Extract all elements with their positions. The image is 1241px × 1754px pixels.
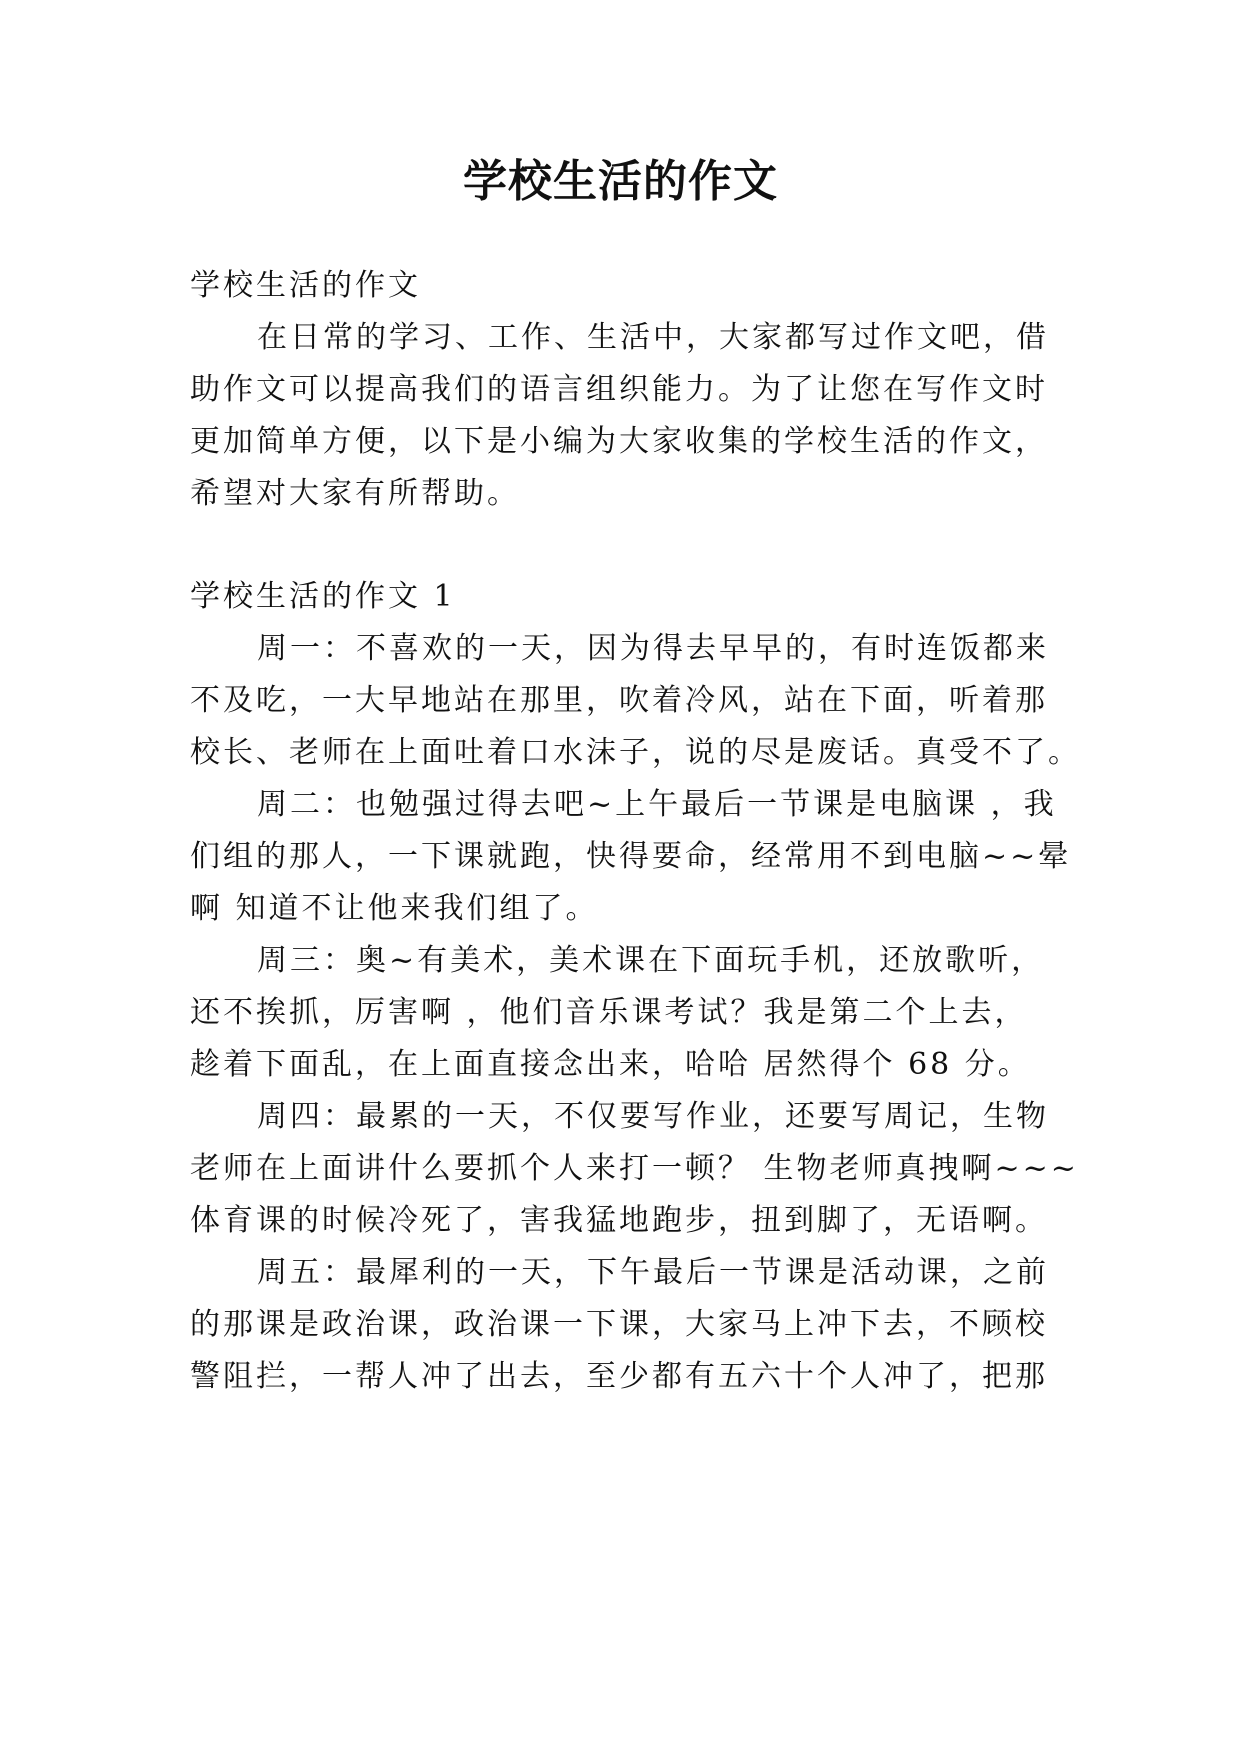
paragraph-line: 们组的那人，一下课就跑，快得要命，经常用不到电脑~~晕 (190, 839, 1072, 874)
paragraph-line: 不及吃，一大早地站在那里，吹着冷风，站在下面，听着那 (190, 683, 1048, 718)
intro-line: 希望对大家有所帮助。 (190, 476, 520, 511)
paragraph-line: 警阻拦，一帮人冲了出去，至少都有五六十个人冲了，把那 (190, 1359, 1048, 1394)
paragraph-line: 校长、老师在上面吐着口水沫子，说的尽是废话。真受不了。 (190, 735, 1081, 770)
document-subtitle: 学校生活的作文 (190, 268, 421, 303)
section-heading: 学校生活的作文 1 (190, 579, 456, 614)
document-title: 学校生活的作文 (463, 156, 778, 207)
paragraph-line: 的那课是政治课，政治课一下课，大家马上冲下去，不顾校 (190, 1307, 1048, 1342)
paragraph-line: 趁着下面乱，在上面直接念出来，哈哈 居然得个 68 分。 (190, 1047, 1031, 1082)
paragraph-line: 老师在上面讲什么要抓个人来打一顿？ 生物老师真拽啊~~~ (190, 1151, 1079, 1186)
paragraph-line: 周一：不喜欢的一天，因为得去早早的，有时连饭都来 (257, 631, 1049, 666)
paragraph-line: 周三：奥~有美术，美术课在下面玩手机，还放歌听， (257, 943, 1045, 978)
paragraph-line: 周四：最累的一天，不仅要写作业，还要写周记，生物 (257, 1099, 1049, 1134)
intro-line: 更加简单方便，以下是小编为大家收集的学校生活的作文， (190, 424, 1048, 459)
paragraph-line: 啊 知道不让他来我们组了。 (190, 891, 599, 926)
paragraph-line: 周二：也勉强过得去吧~上午最后一节课是电脑课 ，我 (257, 787, 1057, 822)
paragraph-line: 还不挨抓，厉害啊 ，他们音乐课考试？我是第二个上去， (190, 995, 1028, 1030)
paragraph-line: 周五：最犀利的一天，下午最后一节课是活动课，之前 (257, 1255, 1049, 1290)
intro-line: 助作文可以提高我们的语言组织能力。为了让您在写作文时 (190, 372, 1048, 407)
intro-line: 在日常的学习、工作、生活中，大家都写过作文吧，借 (257, 320, 1049, 355)
paragraph-line: 体育课的时候冷死了，害我猛地跑步，扭到脚了，无语啊。 (190, 1203, 1048, 1238)
